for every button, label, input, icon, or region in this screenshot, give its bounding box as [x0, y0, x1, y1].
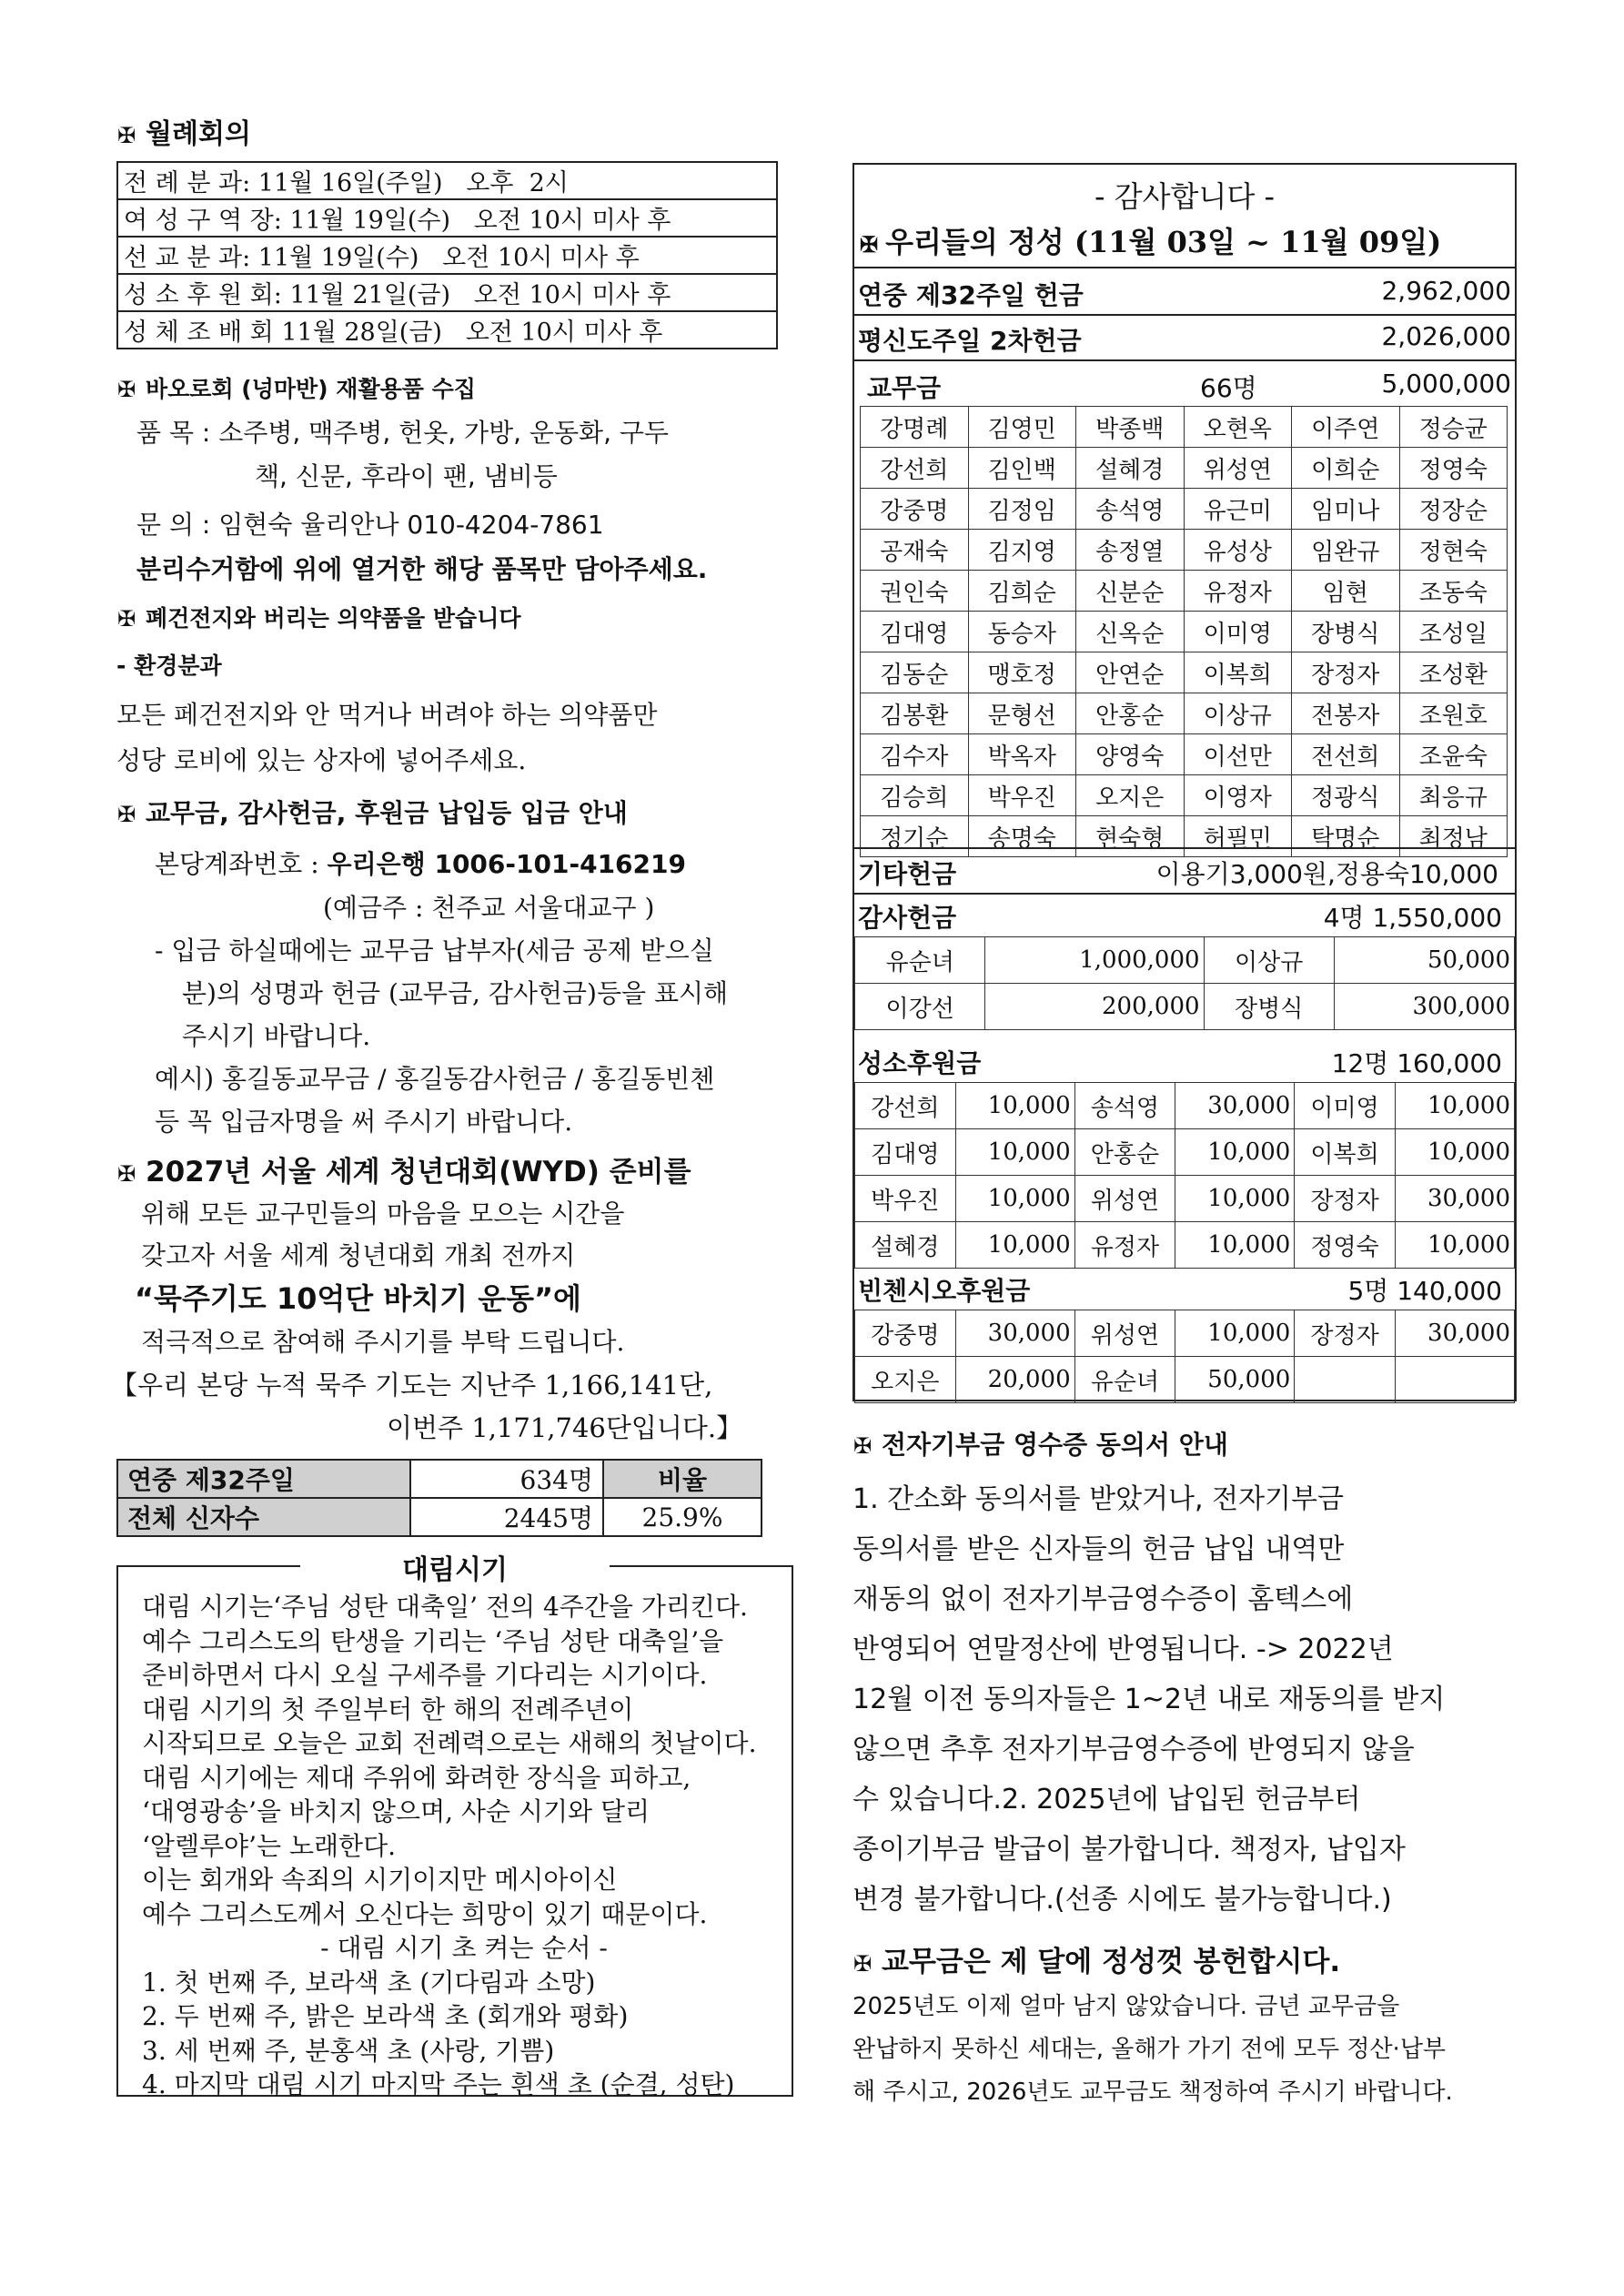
dues-row — [854, 361, 1515, 407]
row-summary: 12명 160,000 — [1331, 1048, 1502, 1078]
row-summary: 4명 1,550,000 — [1323, 903, 1502, 933]
donor-name: 조성환 — [1399, 652, 1508, 693]
monthly-meeting-table — [116, 161, 778, 349]
bullet-mark-icon: ✠ — [116, 606, 136, 632]
donor-name: 안홍순 — [1074, 1129, 1175, 1176]
donor-name: 설혜경 — [1076, 448, 1185, 489]
rosary-total-1: 【우리 본당 누적 묵주 기도는 지난주 1,166,141단, — [111, 1370, 713, 1401]
advent-box — [116, 1554, 793, 2099]
candle-line: 1. 첫 번째 주, 보라색 초 (기다림과 소망) — [142, 1967, 596, 1998]
row-amount: 2,026,000 — [1381, 321, 1511, 351]
section-title: 폐건전지와 버리는 의약품을 받습니다 — [146, 605, 521, 632]
vocation-row — [855, 1083, 1515, 1129]
account-number: 우리은행 1006-101-416219 — [327, 849, 686, 879]
dues-grid-row — [861, 489, 1508, 530]
donation-amount: 10,000 — [1175, 1176, 1295, 1222]
meeting-date: 11월 16일(주일) — [257, 169, 443, 197]
deposit-note-3: 주시기 바랍니다. — [182, 1021, 371, 1051]
donation-amount: 1,000,000 — [985, 937, 1204, 984]
recycle-heading — [116, 371, 476, 404]
donor-name: 정승균 — [1399, 407, 1508, 448]
row-label: 연중 제32주일 헌금 — [858, 280, 1084, 310]
items-line-1: 소주병, 맥주병, 헌옷, 가방, 운동화, 구두 — [218, 418, 669, 448]
row-value: 이용기3,000원,정용숙10,000 — [1155, 859, 1498, 889]
battery-heading — [116, 601, 521, 633]
wyd-heading — [116, 1148, 691, 1189]
section-title: 월례회의 — [146, 118, 251, 150]
deposit-example-2: 등 꼭 입금자명을 써 주시기 바랍니다. — [155, 1107, 573, 1137]
donation-amount: 10,000 — [955, 1083, 1074, 1129]
wyd-line-2: 갖고자 서울 세계 청년대회 개최 전까지 — [141, 1240, 576, 1270]
donor-name: 맹호정 — [968, 652, 1076, 693]
meeting-name: 선 교 분 과: — [124, 244, 251, 272]
deposit-account — [155, 845, 686, 881]
donor-name: 오현옥 — [1184, 407, 1292, 448]
donation-amount: 10,000 — [955, 1129, 1074, 1176]
donor-name: 김대영 — [855, 1129, 956, 1176]
donor-name: 이주연 — [1292, 407, 1400, 448]
wyd-line-3: 적극적으로 참여해 주시기를 부탁 드립니다. — [141, 1327, 625, 1357]
donor-name: 유근미 — [1184, 489, 1292, 530]
meeting-date: 11월 19일(수) — [257, 244, 419, 272]
donation-amount: 30,000 — [1395, 1176, 1514, 1222]
donor-name: 이강선 — [855, 984, 985, 1030]
dues-grid-row — [861, 652, 1508, 693]
donation-amount: 30,000 — [1175, 1083, 1295, 1129]
attendance-table — [116, 1459, 762, 1537]
donor-name: 전선희 — [1292, 734, 1400, 775]
donor-name: 장정자 — [1292, 652, 1400, 693]
advent-line: ‘대영광송’을 바치지 않으며, 사순 시기와 달리 — [142, 1796, 651, 1826]
account-label: 본당계좌번호 : — [155, 849, 328, 879]
donor-name: 유순녀 — [855, 937, 985, 984]
row-label: 기타헌금 — [858, 859, 957, 889]
donor-name: 강중명 — [861, 489, 969, 530]
candle-line: 2. 두 번째 주, 밝은 보라색 초 (회개와 평화) — [142, 2001, 629, 2031]
donor-name: 김수자 — [861, 734, 969, 775]
battery-line-1: 모든 페건전지와 안 먹거나 버려야 하는 의약품만 — [116, 700, 658, 730]
donor-name: 공재숙 — [861, 530, 969, 571]
donation-amount: 300,000 — [1334, 984, 1514, 1030]
advent-title: 대림시기 — [300, 1547, 610, 1587]
row-label: 빈첸시오후원금 — [858, 1276, 1031, 1306]
vincent-row — [855, 1310, 1515, 1357]
offering-title: 우리들의 정성 (11월 03일 ~ 11월 09일) — [885, 225, 1442, 259]
donation-amount: 20,000 — [955, 1357, 1074, 1403]
donor-name: 송명숙 — [968, 816, 1076, 857]
meeting-cell — [117, 199, 777, 237]
donation-amount: 30,000 — [1395, 1310, 1514, 1357]
section-title: 교무금은 제 달에 정성껏 봉헌합시다. — [882, 1946, 1341, 1978]
wyd-line-1: 위해 모든 교구민들의 마음을 모으는 시간을 — [141, 1199, 625, 1229]
donor-name: 박종백 — [1076, 407, 1185, 448]
gratitude-row — [855, 984, 1515, 1030]
deposit-heading — [116, 794, 628, 830]
donation-amount: 10,000 — [955, 1222, 1074, 1269]
donation-amount: 200,000 — [985, 984, 1204, 1030]
donor-name: 이상규 — [1184, 693, 1292, 734]
section-title: 바오로회 (넝마반) 재활용품 수집 — [146, 376, 476, 402]
receipt-line: 재동의 없이 전자기부금영수증이 홈텍스에 — [852, 1583, 1354, 1615]
donor-name — [1295, 1357, 1396, 1403]
donor-name: 이상규 — [1204, 937, 1334, 984]
meeting-date: 11월 28일(금) — [281, 319, 442, 347]
donor-name: 조윤숙 — [1399, 734, 1508, 775]
donor-name: 권인숙 — [861, 571, 969, 612]
contact-value: 임현숙 율리안나 010-4204-7861 — [218, 510, 604, 540]
donor-name: 정현숙 — [1399, 530, 1508, 571]
second-offering-row — [854, 314, 1515, 361]
receipt-line: 변경 불가합니다.(선종 시에도 불가능합니다.) — [852, 1884, 1392, 1916]
dues-grid-row — [861, 407, 1508, 448]
donor-name: 강선희 — [855, 1083, 956, 1129]
donor-name: 박옥자 — [968, 734, 1076, 775]
donor-name: 강명례 — [861, 407, 969, 448]
donor-name: 이영자 — [1184, 775, 1292, 816]
thanks-title: - 감사합니다 - — [1094, 179, 1275, 214]
bullet-mark-icon: ✠ — [852, 1433, 873, 1459]
donor-name: 유성상 — [1184, 530, 1292, 571]
row-label: 평신도주일 2차헌금 — [858, 326, 1082, 356]
donor-name: 장정자 — [1295, 1176, 1396, 1222]
meeting-date: 11월 19일(수) — [289, 207, 451, 235]
dues-grid-row — [861, 775, 1508, 816]
donor-name: 신분순 — [1076, 571, 1185, 612]
recycle-contact — [136, 505, 604, 541]
dues-grid-row — [861, 734, 1508, 775]
meeting-time: 오전 10시 미사 후 — [442, 244, 640, 272]
vocation-table — [854, 1082, 1515, 1269]
gratitude-table — [854, 936, 1515, 1030]
donor-name: 이미영 — [1295, 1083, 1396, 1129]
vincent-row — [855, 1357, 1515, 1403]
vocation-row — [854, 1038, 1515, 1082]
receipt-line: 않으면 추후 전자기부금영수증에 반영되지 않을 — [852, 1734, 1415, 1765]
row-amount: 2,962,000 — [1381, 276, 1511, 306]
donor-name: 이미영 — [1184, 612, 1292, 652]
row-count: 66명 — [1200, 373, 1257, 403]
deposit-holder: (예금주 : 천주교 서울대교구 ) — [323, 893, 655, 923]
advent-line: 이는 회개와 속죄의 시기이지만 메시아이신 — [142, 1865, 618, 1895]
donor-name: 장병식 — [1292, 612, 1400, 652]
donor-name: 이복희 — [1295, 1129, 1396, 1176]
donation-amount: 10,000 — [1395, 1083, 1514, 1129]
donor-name: 허필민 — [1184, 816, 1292, 857]
battery-line-2: 성당 로비에 있는 상자에 넣어주세요. — [116, 745, 527, 775]
section-title: 전자기부금 영수증 동의서 안내 — [882, 1430, 1228, 1460]
dues-grid-row — [861, 693, 1508, 734]
donor-name: 강선희 — [861, 448, 969, 489]
donor-name: 양영숙 — [1076, 734, 1185, 775]
donor-name: 정기순 — [861, 816, 969, 857]
receipt-line: 1. 간소화 동의서를 받았거나, 전자기부금 — [852, 1483, 1344, 1515]
donor-name: 장정자 — [1295, 1310, 1396, 1357]
vincent-table — [854, 1310, 1515, 1403]
donor-name: 김영민 — [968, 407, 1076, 448]
dues-name-grid — [860, 406, 1508, 857]
donor-name: 김지영 — [968, 530, 1076, 571]
meeting-cell — [117, 311, 777, 349]
donor-name: 송석영 — [1074, 1083, 1175, 1129]
donor-name: 조성일 — [1399, 612, 1508, 652]
candle-order-title: - 대림 시기 초 켜는 순서 - — [320, 1933, 608, 1963]
donor-name: 안홍순 — [1076, 693, 1185, 734]
candle-line: 4. 마지막 대림 시기 마지막 주는 흰색 초 (순결, 성탄) — [142, 2069, 735, 2099]
dues-grid-row — [861, 571, 1508, 612]
donation-amount: 50,000 — [1334, 937, 1514, 984]
donor-name: 조동숙 — [1399, 571, 1508, 612]
meeting-row — [117, 199, 777, 237]
meeting-time: 오전 10시 미사 후 — [473, 207, 671, 235]
donation-amount: 50,000 — [1175, 1357, 1295, 1403]
items-line-2: 책, 신문, 후라이 팬, 냄비등 — [255, 461, 558, 491]
donation-amount: 10,000 — [1395, 1222, 1514, 1269]
donor-name: 이선만 — [1184, 734, 1292, 775]
donation-amount — [1395, 1357, 1514, 1403]
receipt-line: 반영되어 연말정산에 반영됩니다. -> 2022년 — [852, 1633, 1394, 1665]
meeting-row — [117, 237, 777, 274]
row-label: 감사헌금 — [858, 903, 957, 933]
donor-name: 정광식 — [1292, 775, 1400, 816]
donor-name: 장병식 — [1204, 984, 1334, 1030]
receipt-line: 수 있습니다.2. 2025년에 납입된 헌금부터 — [852, 1784, 1361, 1816]
bullet-mark-icon: ✠ — [116, 1161, 136, 1187]
donation-amount: 10,000 — [1175, 1129, 1295, 1176]
receipt-line: 종이기부금 발급이 불가합니다. 책정자, 납입자 — [852, 1834, 1406, 1866]
donor-name: 김동순 — [861, 652, 969, 693]
advent-line: 대림 시기에는 제대 주위에 화려한 장식을 피하고, — [142, 1762, 691, 1793]
donation-amount: 10,000 — [955, 1176, 1074, 1222]
donor-name: 위성연 — [1074, 1310, 1175, 1357]
advent-text — [142, 1587, 786, 2099]
items-label: 품 목 : — [136, 418, 211, 448]
meeting-name: 여 성 구 역 장: — [124, 207, 282, 235]
rosary-total-2: 이번주 1,171,746단입니다.】 — [387, 1412, 743, 1443]
donor-name: 임현 — [1292, 571, 1400, 612]
donor-name: 송정열 — [1076, 530, 1185, 571]
bullet-mark-icon: ✠ — [852, 1951, 873, 1977]
dues-notice-heading — [852, 1938, 1340, 1979]
contact-label: 문 의 : — [136, 510, 211, 540]
monthly-meeting-heading — [116, 111, 251, 151]
advent-line: 예수 그리스도께서 오신다는 희망이 있기 때문이다. — [142, 1898, 708, 1929]
donor-name: 김희순 — [968, 571, 1076, 612]
donor-name: 유정자 — [1074, 1222, 1175, 1269]
donor-name: 동승자 — [968, 612, 1076, 652]
donor-name: 위성연 — [1074, 1176, 1175, 1222]
donor-name: 신옥순 — [1076, 612, 1185, 652]
donation-amount: 30,000 — [955, 1310, 1074, 1357]
dues-grid-row — [861, 448, 1508, 489]
donor-name: 전봉자 — [1292, 693, 1400, 734]
deposit-note-2: 분)의 성명과 헌금 (교무금, 감사헌금)등을 표시해 — [182, 978, 729, 1008]
donor-name: 임완규 — [1292, 530, 1400, 571]
donor-name: 문형선 — [968, 693, 1076, 734]
donor-name: 최응규 — [1399, 775, 1508, 816]
row-label: 교무금 — [867, 373, 942, 403]
advent-line: 준비하면서 다시 오실 구세주를 기다리는 시기이다. — [142, 1660, 708, 1690]
donor-name: 임미나 — [1292, 489, 1400, 530]
meeting-row — [117, 162, 777, 199]
dues-notice-line: 해 주시고, 2026년도 교무금도 책정하여 주시기 바랍니다. — [852, 2079, 1453, 2106]
deposit-note-1: - 입금 하실때에는 교무금 납부자(세금 공제 받으실 — [155, 936, 714, 966]
candle-line: 3. 세 번째 주, 분홍색 초 (사랑, 기쁨) — [142, 2035, 555, 2066]
dues-notice-line: 2025년도 이제 얼마 남지 않았습니다. 금년 교무금을 — [852, 1993, 1400, 2020]
ratio-label: 비율 — [603, 1460, 762, 1498]
vocation-row — [855, 1129, 1515, 1176]
donor-name: 이복희 — [1184, 652, 1292, 693]
bullet-mark-icon: ✠ — [116, 377, 136, 402]
deposit-example-1: 예시) 홍길동교무금 / 홍길동감사헌금 / 홍길동빈첸 — [155, 1064, 715, 1094]
receipt-text — [852, 1476, 1445, 1927]
week-count: 634명 — [410, 1460, 603, 1498]
advent-line: 대림 시기는‘주님 성탄 대축일’ 전의 4주간을 가리킨다. — [142, 1592, 748, 1622]
section-title: 2027년 서울 세계 청년대회(WYD) 준비를 — [146, 1156, 691, 1188]
donor-name: 박우진 — [855, 1176, 956, 1222]
recycle-notice: 분리수거함에 위에 열거한 해당 품목만 담아주세요. — [136, 554, 708, 584]
receipt-line: 동의서를 받은 신자들의 헌금 납입 내역만 — [852, 1533, 1345, 1565]
donor-name: 김대영 — [861, 612, 969, 652]
donor-name: 조원호 — [1399, 693, 1508, 734]
donor-name: 유정자 — [1184, 571, 1292, 612]
row-summary: 5명 140,000 — [1347, 1276, 1502, 1306]
meeting-time: 오전 10시 미사 후 — [473, 281, 671, 309]
donor-name: 강중명 — [855, 1310, 956, 1357]
meeting-time: 오후 2시 — [466, 169, 569, 197]
meeting-cell — [117, 162, 777, 199]
ratio-value: 25.9% — [603, 1498, 762, 1536]
donor-name: 현숙형 — [1076, 816, 1185, 857]
battery-dept: - 환경분과 — [116, 652, 222, 679]
donor-name: 박우진 — [968, 775, 1076, 816]
row-label: 성소후원금 — [858, 1048, 982, 1078]
other-offering-row — [854, 847, 1515, 895]
meeting-row — [117, 311, 777, 349]
recycle-items — [136, 413, 669, 450]
advent-line: 대림 시기의 첫 주일부터 한 해의 전례주년이 — [142, 1694, 634, 1725]
receipt-heading — [852, 1425, 1228, 1462]
donor-name: 안연순 — [1076, 652, 1185, 693]
row-amount: 5,000,000 — [1381, 369, 1511, 399]
total-label: 전체 신자수 — [117, 1498, 410, 1536]
donor-name: 김정임 — [968, 489, 1076, 530]
meeting-name: 성 소 후 원 회: — [124, 281, 282, 309]
donation-amount: 10,000 — [1395, 1129, 1514, 1176]
bullet-mark-icon: ✠ — [116, 123, 136, 148]
donor-name: 설혜경 — [855, 1222, 956, 1269]
dues-grid-row — [861, 612, 1508, 652]
donor-name: 김승희 — [861, 775, 969, 816]
receipt-line: 12월 이전 동의자들은 1~2년 내로 재동의를 받지 — [852, 1684, 1446, 1715]
donor-name: 탁명순 — [1292, 816, 1400, 857]
offering-heading — [860, 219, 1441, 261]
advent-line: 시작되므로 오늘은 교회 전례력으로는 새해의 첫날이다. — [142, 1728, 757, 1758]
week-label: 연중 제32주일 — [117, 1460, 410, 1498]
total-count: 2445명 — [410, 1498, 603, 1536]
gratitude-row — [855, 937, 1515, 984]
donor-name: 위성연 — [1184, 448, 1292, 489]
meeting-name: 전 례 분 과: — [124, 169, 251, 197]
donor-name: 유순녀 — [1074, 1357, 1175, 1403]
donor-name: 김인백 — [968, 448, 1076, 489]
dues-notice-text — [852, 1988, 1453, 2116]
donation-amount: 10,000 — [1175, 1222, 1295, 1269]
donation-amount: 10,000 — [1175, 1310, 1295, 1357]
meeting-cell — [117, 274, 777, 311]
meeting-time: 오전 10시 미사 후 — [465, 319, 663, 347]
dues-grid-row — [861, 530, 1508, 571]
donor-name: 정영숙 — [1399, 448, 1508, 489]
donor-name: 정영숙 — [1295, 1222, 1396, 1269]
advent-line: ‘알렐루야’는 노래한다. — [142, 1830, 397, 1861]
vocation-row — [855, 1176, 1515, 1222]
donor-name: 김봉환 — [861, 693, 969, 734]
advent-line: 예수 그리스도의 탄생을 기리는 ‘주님 성탄 대축일’을 — [142, 1625, 724, 1656]
gratitude-row — [854, 893, 1515, 936]
bullet-mark-icon: ✠ — [860, 231, 879, 258]
donor-name: 정장순 — [1399, 489, 1508, 530]
meeting-cell — [117, 237, 777, 274]
section-title: 교무금, 감사헌금, 후원금 납입등 입금 안내 — [146, 798, 628, 828]
meeting-date: 11월 21일(금) — [289, 281, 451, 309]
bullet-mark-icon: ✠ — [116, 802, 136, 827]
wyd-campaign: “묵주기도 10억단 바치기 운동”에 — [135, 1281, 581, 1316]
thanks-box — [852, 163, 1517, 1401]
donor-name: 오지은 — [1076, 775, 1185, 816]
dues-notice-line: 완납하지 못하신 세대는, 올해가 가기 전에 모두 정산·납부 — [852, 2036, 1447, 2063]
sunday-offering-row — [854, 267, 1515, 316]
vocation-row — [855, 1222, 1515, 1269]
donor-name: 송석영 — [1076, 489, 1185, 530]
vincent-row — [854, 1266, 1515, 1310]
meeting-row — [117, 274, 777, 311]
donor-name: 이희순 — [1292, 448, 1400, 489]
donor-name: 최정남 — [1399, 816, 1508, 857]
donor-name: 오지은 — [855, 1357, 956, 1403]
meeting-name: 성 체 조 배 회 — [124, 319, 274, 347]
